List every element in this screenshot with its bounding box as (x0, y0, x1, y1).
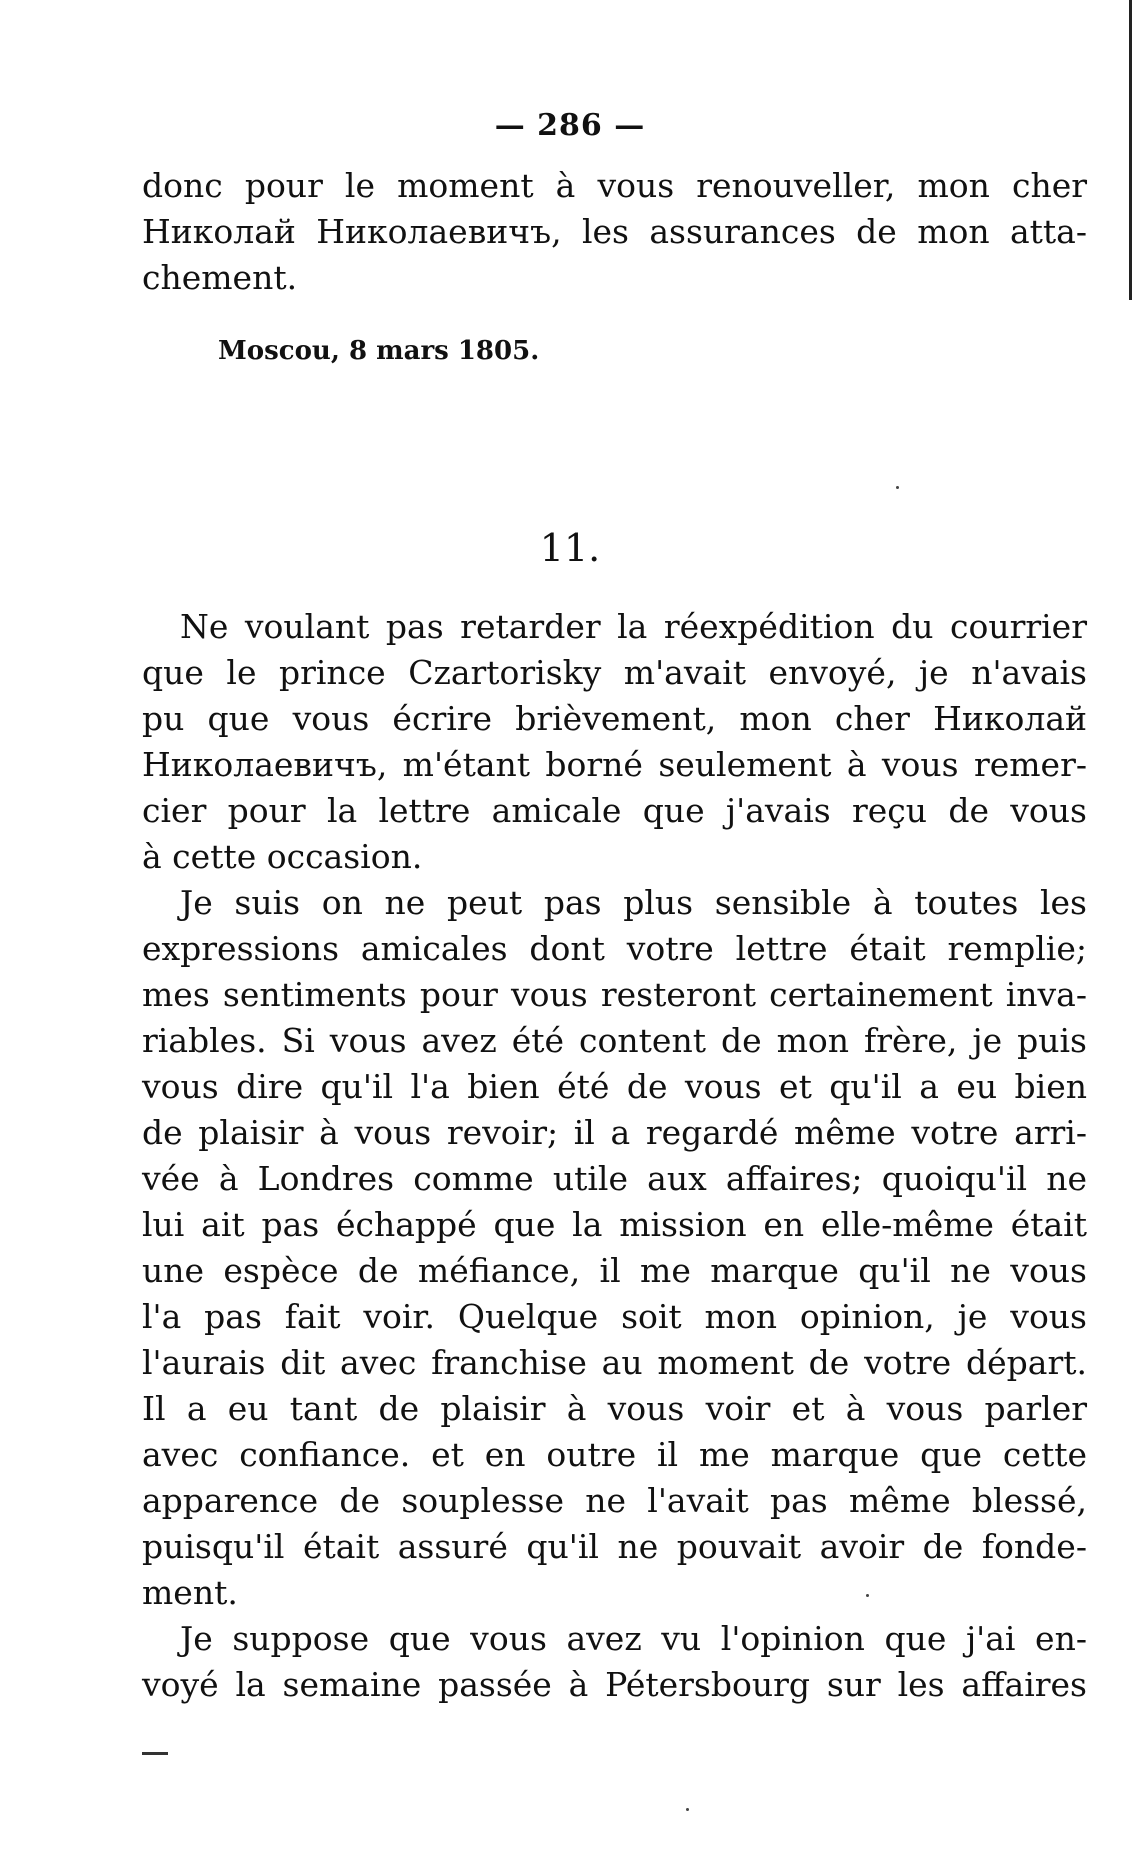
text-line: Je suppose que vous avez vu l'opinion que j'ai en- (180, 1619, 1087, 1658)
text-line: Николай Николаевичъ, les assurances de mon atta- (142, 212, 1087, 251)
text-line: vée à Londres comme utile aux affaires; quoiqu'il ne (142, 1159, 1087, 1198)
page-edge-rule (1129, 0, 1132, 300)
text-line: riables. Si vous avez été content de mon frère, je puis (142, 1021, 1087, 1060)
text-line: avec confiance. et en outre il me marque que cette (142, 1435, 1087, 1474)
text-line: expressions amicales dont votre lettre était remplie; (142, 929, 1087, 968)
page-number: — 286 — (494, 108, 646, 143)
ink-speck (866, 1594, 869, 1597)
text-line: voyé la semaine passée à Pétersbourg sur les affaires (142, 1665, 1087, 1704)
place-date: Moscou, 8 mars 1805. (218, 336, 540, 366)
text-line: mes sentiments pour vous resteront certainement inva- (142, 975, 1087, 1014)
footer-dash (142, 1752, 168, 1755)
text-line: que le prince Czartorisky m'avait envoyé, je n'avais (142, 653, 1087, 692)
text-line: une espèce de méfiance, il me marque qu'il ne vous (142, 1251, 1087, 1290)
section-number: 11. (539, 526, 601, 570)
text-line: vous dire qu'il l'a bien été de vous et qu'il a eu bien (142, 1067, 1087, 1106)
text-line: chement. (142, 258, 298, 297)
text-line: à cette occasion. (142, 837, 423, 876)
text-line: donc pour le moment à vous renouveller, mon cher (142, 166, 1087, 205)
text-line: ment. (142, 1573, 238, 1612)
text-line: lui ait pas échappé que la mission en elle-même était (142, 1205, 1087, 1244)
text-line: Je suis on ne peut pas plus sensible à toutes les (180, 883, 1087, 922)
text-line: cier pour la lettre amicale que j'avais reçu de vous (142, 791, 1087, 830)
text-line: Ne voulant pas retarder la réexpédition du courrier (180, 607, 1087, 646)
text-line: apparence de souplesse ne l'avait pas même blessé, (142, 1481, 1087, 1520)
ink-speck (896, 486, 899, 489)
text-line: Николаевичъ, m'étant borné seulement à vous remer- (142, 745, 1087, 784)
text-line: Il a eu tant de plaisir à vous voir et à vous parler (142, 1389, 1087, 1428)
text-line: l'a pas fait voir. Quelque soit mon opinion, je vous (142, 1297, 1087, 1336)
text-line: pu que vous écrire brièvement, mon cher Николай (142, 699, 1087, 738)
text-line: de plaisir à vous revoir; il a regardé même votre arri- (142, 1113, 1087, 1152)
text-line: puisqu'il était assuré qu'il ne pouvait avoir de fonde- (142, 1527, 1087, 1566)
ink-speck (686, 1808, 689, 1811)
text-line: l'aurais dit avec franchise au moment de votre départ. (142, 1343, 1087, 1382)
